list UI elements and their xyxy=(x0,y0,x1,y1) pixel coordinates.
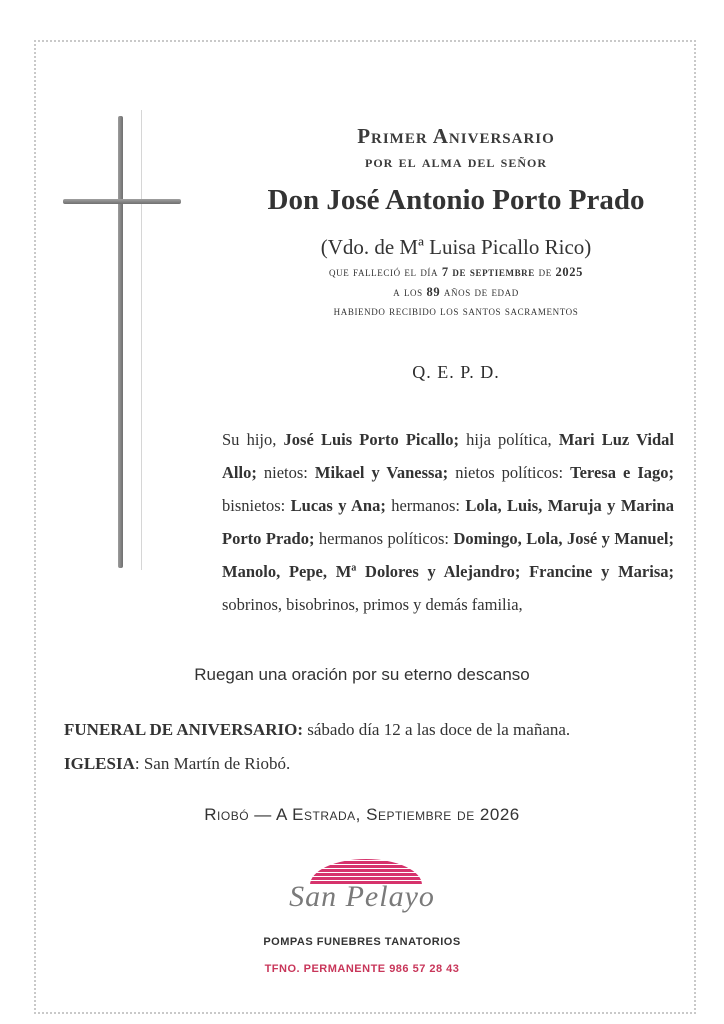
logo-stripe xyxy=(310,865,422,868)
family-names: Mari Luz Vidal Allo; xyxy=(222,430,674,482)
prayer-line: Ruegan una oración por su eterno descanso xyxy=(194,665,530,684)
family-names: Lucas y Ana; xyxy=(290,496,386,515)
company-tagline: POMPAS FUNEBRES TANATORIOS xyxy=(263,936,461,948)
cross-icon xyxy=(118,116,123,568)
family-paragraph xyxy=(222,423,674,621)
death-prefix: que falleció el día xyxy=(329,265,442,279)
place-date: Riobó — A Estrada, Septiembre de 2026 xyxy=(204,805,520,824)
family-names: Mikael y Vanessa; xyxy=(314,463,449,482)
family-relation: hermanos políticos: xyxy=(314,529,454,548)
family-names: Teresa e Iago; xyxy=(570,463,674,482)
family-relation: sobrinos, bisobrinos, primos y demás familia, xyxy=(222,595,523,614)
age-value: 89 xyxy=(426,285,441,299)
family-relation: bisnietos: xyxy=(222,496,291,515)
funeral-text: sábado día 12 a las doce de la mañana. xyxy=(302,720,571,739)
company-phone: TFNO. PERMANENTE 986 57 28 43 xyxy=(264,963,460,975)
funeral-line xyxy=(64,720,570,740)
death-year: 2025 xyxy=(555,265,583,279)
logo-stripe xyxy=(310,857,422,860)
family-names: José Luis Porto Picallo; xyxy=(283,430,459,449)
logo-stripe xyxy=(310,869,422,872)
cross-shadow-line xyxy=(141,110,142,570)
death-date: 7 de septiembre xyxy=(441,265,535,279)
church-text: : San Martín de Riobó. xyxy=(134,754,291,773)
logo-stripe xyxy=(310,873,422,876)
widower-note: (Vdo. de Mª Luisa Picallo Rico) xyxy=(320,235,592,259)
family-relation: Su hijo, xyxy=(222,430,284,449)
deceased-name: Don José Antonio Porto Prado xyxy=(267,184,645,216)
family-names: Domingo, Lola, José y Manuel; Manolo, Pepe, Mª Dolores y Alejandro; Francine y Marisa; xyxy=(222,529,674,581)
subtitle: por el alma del señor xyxy=(364,152,548,171)
death-mid: de xyxy=(534,265,556,279)
family-relation: hija política, xyxy=(459,430,559,449)
qepd: Q. E. P. D. xyxy=(412,362,500,382)
company-logo-text: San Pelayo xyxy=(289,880,435,913)
family-names: Lola, Luis, Maruja y Marina Porto Prado; xyxy=(222,496,674,548)
cross-arm xyxy=(63,199,181,204)
family-relation: nietos políticos: xyxy=(448,463,571,482)
death-date-line xyxy=(222,265,690,280)
family-relation: nietos: xyxy=(256,463,315,482)
church-line xyxy=(64,754,290,774)
age-suffix: años de edad xyxy=(440,285,519,299)
funeral-label: FUNERAL DE ANIVERSARIO: xyxy=(64,720,303,739)
family-relation: hermanos: xyxy=(385,496,466,515)
age-line xyxy=(222,285,690,300)
church-label: IGLESIA xyxy=(64,754,135,773)
anniversary-title: Primer Aniversario xyxy=(357,124,555,148)
logo-stripe xyxy=(310,861,422,864)
sacraments-line: habiendo recibido los santos sacramentos xyxy=(333,304,579,318)
age-prefix: a los xyxy=(393,285,427,299)
